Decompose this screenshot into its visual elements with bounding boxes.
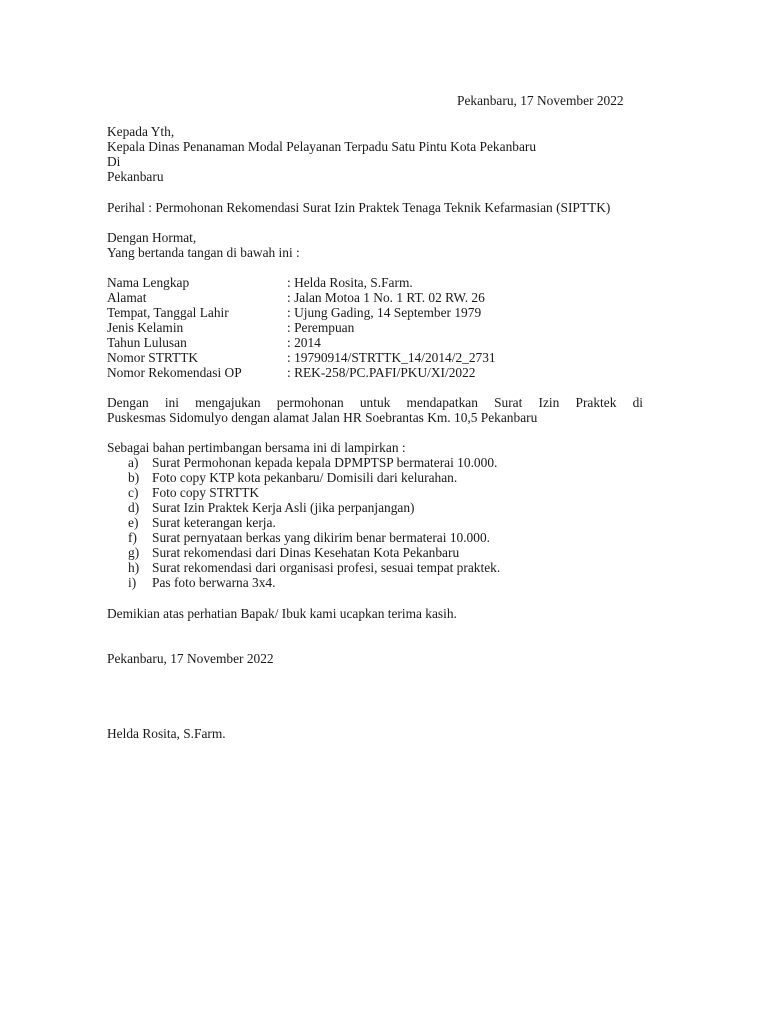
field-value-birth: : Ujung Gading, 14 September 1979 [287,305,482,320]
field-label-strttk: Nomor STRTTK [107,350,199,365]
request-line-1-text: Dengan ini mengajukan permohonan untuk mendapatkan Surat Izin Praktek di [107,395,643,410]
list-item: Surat Permohonan kepada kepala DPMPTSP bermaterai 10.000. [152,455,498,470]
subject-line: Perihal : Permohonan Rekomendasi Surat Izin Praktek Tenaga Teknik Kefarmasian (SIPTTK) [107,200,611,215]
list-marker: g) [128,545,140,560]
greeting: Dengan Hormat, [107,230,197,245]
list-marker: a) [128,455,139,470]
recipient-city: Pekanbaru [107,169,164,184]
request-paragraph-line-1 [107,395,643,410]
list-item: Pas foto berwarna 3x4. [152,575,276,590]
field-value-gender: : Perempuan [287,320,355,335]
list-marker: i) [128,575,137,590]
recipient-office: Kepala Dinas Penanaman Modal Pelayanan Terpadu Satu Pintu Kota Pekanbaru [107,139,537,154]
recipient-at: Di [107,154,121,169]
list-marker: b) [128,470,140,485]
list-item: Surat rekomendasi dari Dinas Kesehatan Kota Pekanbaru [152,545,460,560]
signatory-name: Helda Rosita, S.Farm. [107,726,226,741]
list-item: Surat Izin Praktek Kerja Asli (jika perpanjangan) [152,500,415,515]
field-value-strttk: : 19790914/STRTTK_14/2014/2_2731 [287,350,496,365]
list-item: Surat rekomendasi dari organisasi profesi, sesuai tempat praktek. [152,560,501,575]
field-label-recommendation: Nomor Rekomendasi OP [107,365,242,380]
field-label-birth: Tempat, Tanggal Lahir [107,305,229,320]
field-label-graduation-year: Tahun Lulusan [107,335,187,350]
list-marker: e) [128,515,139,530]
place-date-bottom: Pekanbaru, 17 November 2022 [107,651,274,666]
list-item: Surat keterangan kerja. [152,515,276,530]
request-paragraph-line-2: Puskesmas Sidomulyo dengan alamat Jalan HR Soebrantas Km. 10,5 Pekanbaru [107,410,538,425]
field-value-recommendation: : REK-258/PC.PAFI/PKU/XI/2022 [287,365,476,380]
field-value-graduation-year: : 2014 [287,335,321,350]
list-marker: c) [128,485,139,500]
field-value-name: : Helda Rosita, S.Farm. [287,275,413,290]
place-date-top: Pekanbaru, 17 November 2022 [457,93,624,108]
list-marker: f) [128,530,137,545]
closing-line: Demikian atas perhatian Bapak/ Ibuk kami ucapkan terima kasih. [107,606,457,621]
list-item: Surat pernyataan berkas yang dikirim benar bermaterai 10.000. [152,530,490,545]
list-marker: d) [128,500,140,515]
field-label-address: Alamat [107,290,147,305]
list-item: Foto copy KTP kota pekanbaru/ Domisili dari kelurahan. [152,470,458,485]
list-item: Foto copy STRTTK [152,485,260,500]
recipient-salutation: Kepada Yth, [107,124,175,139]
field-label-name: Nama Lengkap [107,275,190,290]
list-marker: h) [128,560,140,575]
intro-line: Yang bertanda tangan di bawah ini : [107,245,300,260]
field-value-address: : Jalan Motoa 1 No. 1 RT. 02 RW. 26 [287,290,485,305]
field-label-gender: Jenis Kelamin [107,320,184,335]
attachments-intro: Sebagai bahan pertimbangan bersama ini di lampirkan : [107,440,406,455]
